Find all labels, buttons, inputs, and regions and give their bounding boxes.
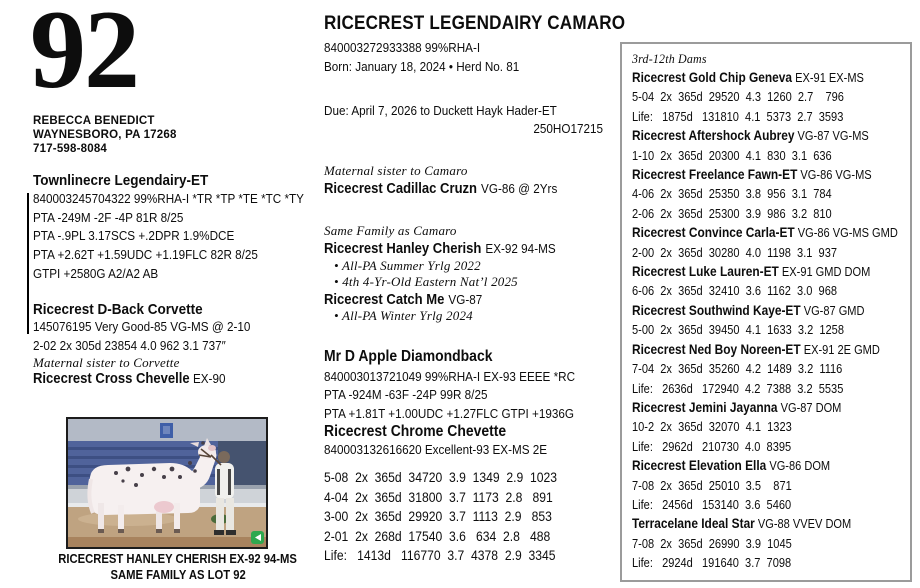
dam-entry: [632, 165, 904, 223]
dam-grade: VG-86 VG-MS: [797, 167, 872, 183]
second-dam-name: Ricecrest Chrome Chevette: [324, 423, 507, 440]
data-line: PTA -249M -2F -4P 81R 8/25: [33, 209, 184, 225]
dam-name-line: [632, 340, 880, 359]
dam-record-line: 2-00 2x 365d 30280 4.0 1198 3.1 937: [632, 244, 838, 260]
dam-record-line: Life: 1875d 131810 4.1 5373 2.7 3593: [632, 108, 844, 124]
dam-record-line: 1-10 2x 365d 20300 4.1 830 3.1 636: [632, 147, 832, 163]
dam-entry: [632, 398, 904, 456]
photo-caption-line2: SAME FAMILY AS LOT 92: [110, 568, 246, 582]
dam-record-line: 5-00 2x 365d 39450 4.1 1633 3.2 1258: [632, 322, 844, 338]
born-line: Born: January 18, 2024 • Herd No. 81: [324, 59, 520, 74]
dam-grade: EX-91 EX-MS: [792, 70, 864, 85]
dam-entry: [632, 223, 904, 262]
dam-records: [632, 146, 904, 165]
data-line: PTA +1.81T +1.00UDC +1.27FLC GTPI +1936G: [324, 405, 574, 421]
dam-entry: [632, 126, 904, 165]
dam-grade: VG-87 GMD: [800, 302, 865, 318]
dam-name: Ricecrest Gold Chip Geneva: [632, 69, 793, 85]
consignor-phone: 717-598-8084: [33, 143, 108, 155]
dam-name: Ricecrest D-Back Corvette: [33, 301, 203, 318]
dam-name-line: [632, 514, 863, 533]
dam-records: [632, 417, 904, 456]
dam-grade: VG-86 DOM: [766, 458, 831, 474]
dam-name-line: [632, 456, 863, 475]
dam-record-line: 5-04 2x 365d 29520 4.3 1260 2.7 796: [632, 89, 844, 105]
consignor-block: [33, 114, 177, 156]
dam-name: Ricecrest Ned Boy Noreen-ET: [632, 340, 801, 357]
second-sire-name: Mr D Apple Diamondback: [324, 348, 493, 365]
maternal-sister-note: Maternal sister to Camaro: [324, 163, 468, 178]
dam-name: Ricecrest Freelance Fawn-ET: [632, 166, 798, 183]
animal-name-title: RICECREST LEGENDAIRY CAMARO: [324, 13, 626, 34]
dam-record-line: Life: 2924d 191640 3.7 7098: [632, 555, 792, 571]
data-line: 840003245704322 99%RHA-I *TR *TP *TE *TC *TY: [33, 191, 304, 206]
photo-caption-line1: RICECREST HANLEY CHERISH EX-92 94-MS: [58, 552, 298, 566]
dam-records: [632, 243, 904, 262]
dam-name: Ricecrest Luke Lauren-ET: [632, 263, 779, 280]
award-line: • 4th 4-Yr-Old Eastern Nat’l 2025: [334, 274, 518, 289]
dam-record-line: Life: 2962d 210730 4.0 8395: [632, 438, 792, 454]
dam-record-line: Life: 2456d 153140 3.6 5460: [632, 496, 792, 512]
dam-name-line: [632, 165, 872, 184]
family-grade: VG-87: [448, 292, 483, 307]
dam-name: Ricecrest Aftershock Aubrey: [632, 127, 795, 144]
animal-id-line: 840003272933388 99%RHA-I: [324, 40, 481, 55]
dam-records: [632, 87, 904, 126]
dam-id-line: 145076195 Very Good-85 VG-MS @ 2-10: [33, 319, 251, 334]
dam-records: [632, 320, 904, 339]
dam-name-line: [632, 223, 898, 242]
family-name: Ricecrest Catch Me: [324, 292, 445, 308]
family-name: Ricecrest Hanley Cherish: [324, 241, 482, 257]
same-family-note: Same Family as Camaro: [324, 223, 457, 238]
consignor-name: REBECCA BENEDICT: [33, 115, 155, 127]
dam-entry: [632, 514, 904, 572]
dam-sister-note: Maternal sister to Corvette: [33, 355, 180, 370]
maternal-sister-grade: VG-86 @ 2Yrs: [481, 181, 558, 196]
cow-photo: [66, 417, 268, 549]
consignor-city: WAYNESBORO, PA 17268: [33, 129, 177, 141]
award-line: • All-PA Summer Yrlg 2022: [334, 258, 481, 273]
sire-data-lines: [33, 190, 304, 284]
data-line: 5-08 2x 365d 34720 3.9 1349 2.9 1023: [324, 470, 558, 485]
dam-record-line: 7-08 2x 365d 25010 3.5 871: [632, 477, 792, 493]
dam-records: [632, 184, 904, 223]
relative-name: Ricecrest Cross Chevelle: [33, 371, 190, 387]
chevette-records: [324, 468, 557, 566]
data-line: 840003013721049 99%RHA-I EX-93 EEEE *RC: [324, 369, 576, 384]
dam-grade: EX-91 GMD DOM: [778, 264, 871, 280]
dam-record-line: 2-06 2x 365d 25300 3.9 986 3.2 810: [632, 205, 832, 221]
dam-name-line: [632, 398, 863, 417]
data-line: GTPI +2580G A2/A2 AB: [33, 265, 159, 281]
dam-name: Ricecrest Jemini Jayanna: [632, 398, 778, 415]
data-line: 4-04 2x 365d 31800 3.7 1173 2.8 891: [324, 489, 553, 505]
dam-name: Ricecrest Elevation Ella: [632, 457, 767, 474]
dam-record-line: 6-06 2x 365d 32410 3.6 1162 3.0 968: [632, 283, 838, 299]
dam-entry: [632, 68, 904, 126]
dam-grade: VG-87 DOM: [777, 399, 842, 415]
sire-name: Townlinecre Legendairy-ET: [33, 172, 209, 189]
dams-panel-heading: 3rd-12th Dams: [632, 51, 707, 66]
dam-name-line: [632, 68, 863, 87]
dam-relative-line: [33, 371, 225, 387]
dam-grade: VG-86 VG-MS GMD: [794, 225, 898, 241]
maternal-sister-line: [324, 180, 557, 198]
relative-grade: EX-90: [192, 371, 226, 386]
family-entry-hanley: [324, 240, 556, 258]
dam-entry: [632, 262, 904, 301]
diamondback-data-lines: [324, 368, 575, 423]
data-line: PTA -924M -63F -24P 99R 8/25: [324, 387, 488, 403]
dam-records: [632, 281, 904, 300]
dam-grade: VG-88 VVEV DOM: [754, 516, 852, 532]
data-line: Life: 1413d 116770 3.7 4378 2.9 3345: [324, 548, 556, 564]
dam-name: Terracelane Ideal Star: [632, 515, 755, 532]
data-line: 3-00 2x 365d 29920 3.7 1113 2.9 853: [324, 509, 552, 525]
maternal-sister-name: Ricecrest Cadillac Cruzn: [324, 181, 478, 197]
service-sire-code: 250HO17215: [533, 121, 603, 136]
dam-record-line: Life: 2636d 172940 4.2 7388 3.2 5535: [632, 380, 844, 396]
dam-record-line: 7-04 2x 365d 35260 4.2 1489 3.2 1116: [632, 361, 843, 377]
dam-entry: [632, 456, 904, 514]
dam-entry: [632, 340, 904, 398]
dam-name: Ricecrest Southwind Kaye-ET: [632, 301, 801, 318]
dam-grade: VG-87 VG-MS: [794, 128, 869, 144]
further-dams-panel: [620, 42, 912, 582]
dam-record-line: 7-08 2x 365d 26990 3.9 1045: [632, 535, 792, 551]
dam-grade: EX-91 2E GMD: [800, 341, 880, 357]
dam-name-line: [632, 262, 871, 281]
dam-records: [632, 476, 904, 515]
dams-list: [632, 68, 904, 573]
dam-name-line: [632, 126, 869, 145]
lot-number: 92: [30, 0, 138, 112]
dam-name: Ricecrest Convince Carla-ET: [632, 224, 795, 241]
data-line: PTA -.9PL 3.17SCS +.2DPR 1.9%DCE: [33, 228, 235, 244]
pedigree-rule: [27, 193, 29, 334]
dam-records: [632, 534, 904, 573]
award-line: • All-PA Winter Yrlg 2024: [334, 308, 473, 323]
dam-entry: [632, 301, 904, 340]
due-line: Due: April 7, 2026 to Duckett Hayk Hader-ET: [324, 103, 557, 118]
cow-photo-illustration: [68, 419, 266, 547]
family-entry-catchme: [324, 291, 482, 309]
dam-name-line: [632, 301, 863, 320]
dam-record-line: 4-06 2x 365d 25350 3.8 956 3.1 784: [632, 186, 832, 202]
dam-records: [632, 359, 904, 398]
second-dam-id-line: 840003132616620 Excellent-93 EX-MS 2E: [324, 442, 548, 457]
dam-record-line: 10-2 2x 365d 32070 4.1 1323: [632, 419, 792, 435]
family-grade: EX-92 94-MS: [485, 241, 556, 256]
data-line: PTA +2.62T +1.59UDC +1.19FLC 82R 8/25: [33, 247, 258, 263]
data-line: 2-01 2x 268d 17540 3.6 634 2.8 488: [324, 528, 551, 544]
dam-record-line: 2-02 2x 305d 23854 4.0 962 3.1 737″: [33, 338, 226, 353]
green-photographer-logo: [251, 531, 264, 544]
